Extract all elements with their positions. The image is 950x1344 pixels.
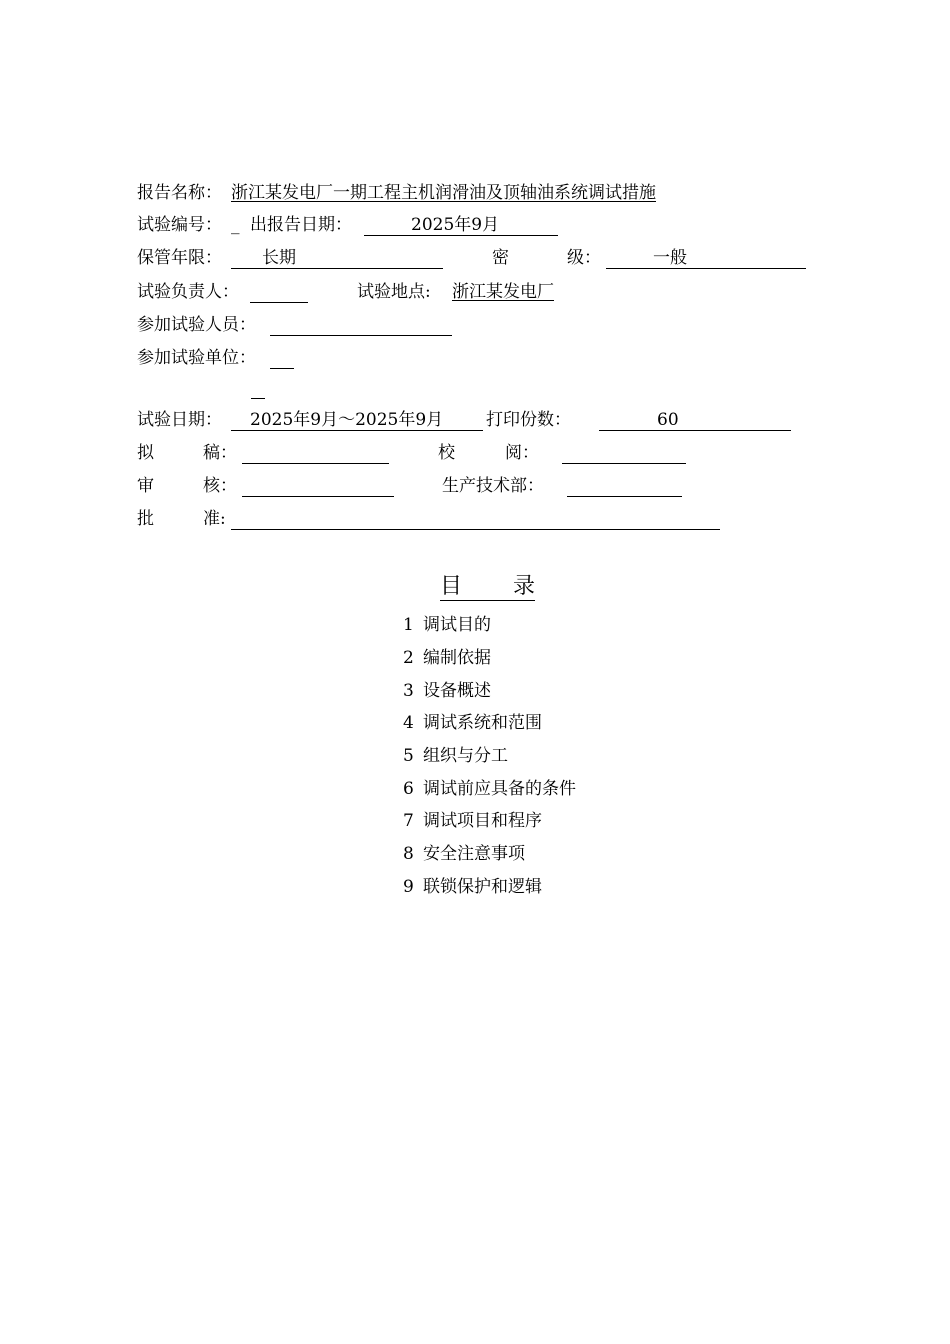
- test-date-field: [231, 410, 483, 431]
- secret-field: [606, 248, 806, 269]
- production-field: [567, 476, 682, 497]
- test-no-value: _: [231, 215, 240, 235]
- approve-label-1: 批: [137, 509, 154, 529]
- responsible-label: 试验负责人：: [137, 282, 239, 302]
- toc-item-label: 调试系统和范围: [423, 713, 542, 733]
- toc-item-number: 2: [403, 648, 414, 668]
- toc-item[interactable]: [403, 877, 542, 897]
- toc-item-number: 6: [403, 779, 414, 799]
- toc-item[interactable]: [403, 779, 576, 799]
- approve-field: [231, 509, 720, 530]
- toc-item-label: 联锁保护和逻辑: [423, 877, 542, 897]
- retention-value: 长期: [262, 248, 296, 268]
- toc-item[interactable]: [403, 844, 525, 864]
- toc-item-number: 8: [403, 844, 414, 864]
- draft-label-2: 稿：: [203, 443, 237, 463]
- secret-value: 一般: [653, 248, 687, 268]
- test-no-label: 试验编号：: [137, 215, 222, 235]
- retention-field: [231, 248, 443, 269]
- copies-label: 打印份数：: [486, 410, 571, 430]
- toc-item-number: 3: [403, 681, 414, 701]
- toc-item[interactable]: [403, 648, 491, 668]
- units-field: [270, 348, 294, 369]
- toc-item-label: 安全注意事项: [423, 844, 525, 864]
- toc-item-label: 调试项目和程序: [423, 811, 542, 831]
- toc-title-1: 目: [440, 574, 463, 599]
- toc-item[interactable]: [403, 746, 508, 766]
- report-date-label: 出报告日期：: [250, 215, 352, 235]
- participants-label: 参加试验人员：: [137, 315, 256, 335]
- review-label-2: 核：: [203, 476, 237, 496]
- toc-item-label: 编制依据: [423, 648, 491, 668]
- participants-field: [270, 315, 452, 336]
- draft-field: [242, 443, 389, 464]
- toc-item-label: 组织与分工: [423, 746, 508, 766]
- toc-item-number: 5: [403, 746, 414, 766]
- toc-item-number: 4: [403, 713, 414, 733]
- copies-value: 60: [657, 410, 679, 430]
- secret-label-1: 密: [492, 248, 509, 268]
- proofread-field: [562, 443, 686, 464]
- toc-item[interactable]: [403, 615, 491, 635]
- toc-item-number: 9: [403, 877, 414, 897]
- proofread-label-1: 校: [438, 443, 455, 463]
- report-name-label: 报告名称：: [137, 183, 222, 203]
- production-label: 生产技术部：: [442, 476, 544, 496]
- review-field: [242, 476, 394, 497]
- toc-item[interactable]: [403, 681, 491, 701]
- toc-title: [440, 574, 535, 601]
- toc-item-number: 1: [403, 615, 414, 635]
- toc-item-label: 调试前应具备的条件: [423, 779, 576, 799]
- toc-item[interactable]: [403, 713, 542, 733]
- toc-title-2: 录: [512, 574, 535, 599]
- approve-label-2: 准:: [203, 509, 226, 529]
- draft-label-1: 拟: [137, 443, 154, 463]
- toc-item-label: 调试目的: [423, 615, 491, 635]
- report-date-value: 2025年9月: [411, 215, 500, 235]
- secret-label-2: 级：: [567, 248, 601, 268]
- retention-label: 保管年限：: [137, 248, 222, 268]
- units-field-continuation: [251, 380, 265, 399]
- test-date-label: 试验日期：: [137, 410, 222, 430]
- report-date-field: [364, 215, 558, 236]
- location-value: 浙江某发电厂: [452, 282, 554, 302]
- units-label: 参加试验单位：: [137, 348, 256, 368]
- location-label: 试验地点:: [357, 282, 431, 302]
- test-date-value: 2025年9月～2025年9月: [250, 410, 444, 430]
- responsible-field: [250, 282, 308, 303]
- toc-item-label: 设备概述: [423, 681, 491, 701]
- toc-item-number: 7: [403, 811, 414, 831]
- review-label-1: 审: [137, 476, 154, 496]
- copies-field: [599, 410, 791, 431]
- toc-item[interactable]: [403, 811, 542, 831]
- proofread-label-2: 阅：: [505, 443, 539, 463]
- report-name-value: 浙江某发电厂一期工程主机润滑油及顶轴油系统调试措施: [231, 183, 656, 203]
